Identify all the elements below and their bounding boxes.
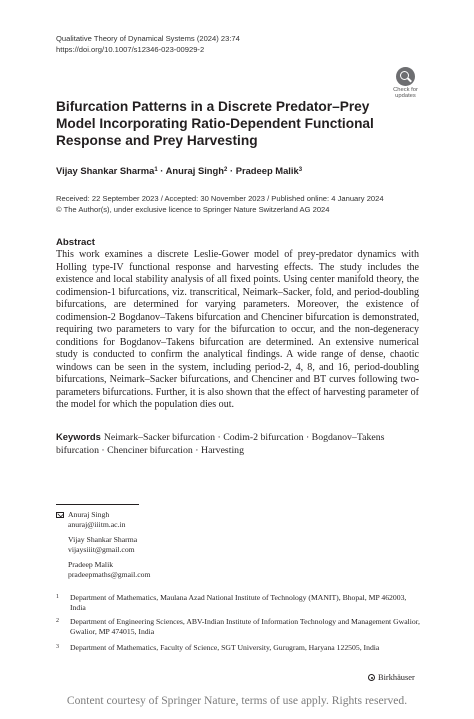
doi-link[interactable]: https://doi.org/10.1007/s12346-023-00929-2	[56, 44, 205, 54]
envelope-icon	[56, 512, 64, 518]
journal-citation: Qualitative Theory of Dynamical Systems (2024) 23:74	[56, 34, 240, 43]
copyright-line: © The Author(s), under exclusive licence to Springer Nature Switzerland AG 2024	[56, 204, 330, 214]
affiliation-number: 1	[56, 594, 59, 600]
keywords-heading: Keywords	[56, 431, 101, 442]
history-dates: Received: 22 September 2023 / Accepted: 30 November 2023 / Published online: 4 January 2024	[56, 194, 384, 203]
author-name[interactable]: Anuraj Singh	[165, 165, 224, 176]
author-affiliation-mark: 3	[298, 167, 303, 173]
author-list	[56, 165, 302, 176]
journal-header	[56, 34, 240, 55]
author-affiliation-mark: 2	[224, 167, 228, 173]
author-separator: ·	[227, 165, 236, 176]
birkhauser-logo-icon	[368, 674, 375, 681]
badge-line-2: updates	[395, 93, 416, 100]
paper-title: Bifurcation Patterns in a Discrete Predator–Prey Model Incorporating Ratio-Dependent Functional Response and Prey Harvesting	[56, 99, 374, 148]
footnote-divider	[56, 504, 139, 505]
author-affiliation-mark: 1	[154, 167, 158, 173]
contact-email[interactable]: vijaysiiit@gmail.com	[68, 545, 135, 555]
badge-line-1: Check for	[393, 87, 418, 93]
publication-dates	[56, 194, 384, 215]
publisher-name: Birkhäuser	[378, 673, 415, 682]
abstract-heading: Abstract	[56, 237, 95, 248]
contact-entry	[68, 535, 137, 556]
contact-email[interactable]: anuraj@iiitm.ac.in	[68, 520, 126, 530]
affiliation-text: Department of Engineering Sciences, ABV-Indian Institute of Information Technology and Management Gwalior, Gwalior, MP 474015, India	[70, 617, 420, 637]
contact-name: Pradeep Malik	[68, 560, 114, 569]
publisher-imprint	[368, 673, 415, 682]
affiliation-number: 2	[56, 618, 59, 624]
author-name[interactable]: Pradeep Malik	[235, 165, 299, 176]
contact-entry	[68, 510, 125, 531]
author-name[interactable]: Vijay Shankar Sharma	[56, 165, 155, 176]
keywords-text: Neimark–Sacker bifurcation · Codim-2 bifurcation · Bogdanov–Takens bifurcation · Chenciner bifurcation · Harvesting	[56, 432, 385, 456]
affiliation-number: 3	[56, 644, 59, 650]
contact-name: Anuraj Singh	[68, 510, 110, 519]
author-separator: ·	[157, 165, 166, 176]
abstract-text: This work examines a discrete Leslie-Gower model of prey-predator dynamics with Holling type-IV functional response and harvesting effects. The study includes the existence and local stability analysis of all fixed points. Using center manifold theory, the codimension-1 bifurcations, viz. transcritical, Neimark–Sacker, fold, and period-doubling bifurcations, are determined for varying parameters. Moreover, the existence of codimension-2 Bogdanov–Takens bifurcation and Chenciner bifurcation is demonstrated, requiring two parameters to vary for the bifurcation to occur, and the non-degeneracy conditions for Bogdanov–Takens bifurcation are determined. An extensive numerical study is conducted to confirm the analytical findings. A wide range of dense, chaotic windows can be seen in the system, including period-2, 4, 8, and 16, period-doubling bifurcations, Neimark–Sacker bifurcations, and Chenciner and BT curves following two-parameters bifurcations. Further, it is also shown that the effect of harvesting parameter of the model for which the population dies out.	[56, 249, 419, 410]
check-for-updates-icon	[396, 67, 415, 86]
keywords-section	[56, 431, 419, 457]
affiliation-text: Department of Mathematics, Faculty of Science, SGT University, Gurugram, Haryana 122505, India	[70, 643, 380, 652]
courtesy-notice: Content courtesy of Springer Nature, terms of use apply. Rights reserved.	[66, 694, 408, 707]
contact-email[interactable]: pradeepmaths@gmail.com	[68, 570, 151, 580]
contact-entry	[68, 560, 150, 581]
contact-name: Vijay Shankar Sharma	[68, 535, 138, 544]
affiliation-text: Department of Mathematics, Maulana Azad National Institute of Technology (MANIT), Bhopal, MP 462003, India	[70, 593, 407, 613]
